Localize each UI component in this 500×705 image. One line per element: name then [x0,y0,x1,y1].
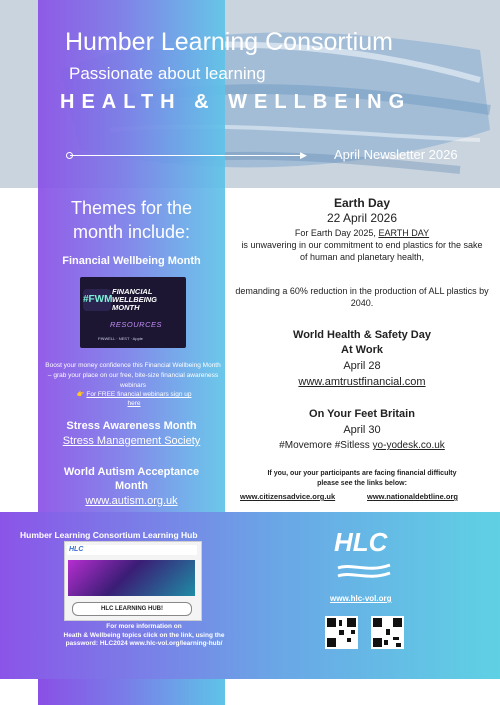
safety-day-title-1: World Health & Safety Day [293,329,431,341]
on-your-feet-line [232,440,492,451]
safety-day-date: April 28 [343,360,381,372]
hub-screenshot-banner [68,560,195,596]
financial-title: Financial Wellbeing Month [62,255,201,267]
hub-info-line: For more information on [106,623,182,630]
financial-link-row [74,390,194,408]
on-your-feet-title: On Your Feet Britain [309,408,415,420]
stress-link[interactable]: Stress Management Society [62,435,201,447]
national-debtline-link[interactable]: www.nationaldebtline.org [367,492,458,501]
earth-day-title: Earth Day [333,196,391,210]
earth-day-prefix: For Earth Day 2025, [294,228,376,238]
on-your-feet-date: April 30 [343,424,381,436]
hub-button[interactable]: HLC LEARNING HUB! [72,602,192,616]
hlc-logo-waves [336,562,392,584]
autism-link[interactable]: www.autism.org.uk [85,495,178,507]
on-your-feet-link[interactable]: yo-yodesk.co.uk [372,440,445,451]
financial-webinar-link[interactable]: For FREE financial webinars sign up here [86,391,192,407]
divider-arrow-icon: ▶ [300,150,307,160]
newsletter-date: April Newsletter 2026 [334,147,458,162]
tagline: Passionate about learning [69,64,266,83]
earth-day-line1 [232,228,492,240]
learning-hub-title: Humber Learning Consortium Learning Hub [20,530,198,540]
hub-info-text [40,623,248,649]
footer-strip [38,679,225,705]
fwm-title-line: WELLBEING [112,295,157,304]
hub-info-line: Heath & Wellbeing topics click on the link, using the [63,631,225,639]
divider-line [70,155,305,156]
earth-day-link[interactable]: EARTH DAY [378,228,430,238]
website-link[interactable]: www.hlc-vol.org [330,594,392,603]
theme-heading: HEALTH & WELLBEING [60,91,412,113]
safety-day-title-2: At Work [341,344,383,356]
fwm-image-title [112,288,157,312]
on-your-feet-tags: #Movemore #Sitless [279,440,370,451]
hub-mini-logo: HLC [69,546,84,553]
qr-code-icon[interactable] [325,616,358,649]
financial-help-text [232,469,492,488]
qr-code-icon[interactable] [371,616,404,649]
financial-body: Boost your money confidence this Financial Wellbeing Month – grab your place on our free, bite-size financial awareness webinars [45,362,221,389]
autism-title: World Autism Acceptance Month [63,466,200,492]
hub-screenshot-header [67,545,197,555]
fwm-partner-logos: FINWELL · NEST · Apple [98,336,143,341]
fwm-badge: #FWM [83,289,111,311]
citizens-advice-link[interactable]: www.citizensadvice.org.uk [240,492,336,501]
financial-help-line: please see the links below: [317,479,407,487]
earth-day-body: is unwavering in our commitment to end plastics for the sake of human and planetary health, [241,240,483,262]
pointing-hand-icon: 👉 [76,391,85,398]
safety-day-link[interactable]: www.amtrustfinancial.com [298,376,426,388]
hlc-logo: HLC [334,527,388,557]
stress-title: Stress Awareness Month [66,420,197,432]
earth-day-body2: demanding a 60% reduction in the production of ALL plastics by 2040. [235,286,489,308]
financial-help-line: If you, our your participants are facing financial difficulty [267,470,457,477]
earth-day-date: 22 April 2026 [326,211,398,225]
fwm-title-line: MONTH [112,303,140,312]
fwm-title-line: FINANCIAL [112,287,153,296]
themes-title: Themes for the month include: [70,198,193,242]
fwm-resources: RESOURCES [110,320,163,329]
hub-info-line: password: HLC2024 www.hlc-vol.org/learning-hub/ [65,640,223,647]
organisation-title: Humber Learning Consortium [65,28,393,56]
